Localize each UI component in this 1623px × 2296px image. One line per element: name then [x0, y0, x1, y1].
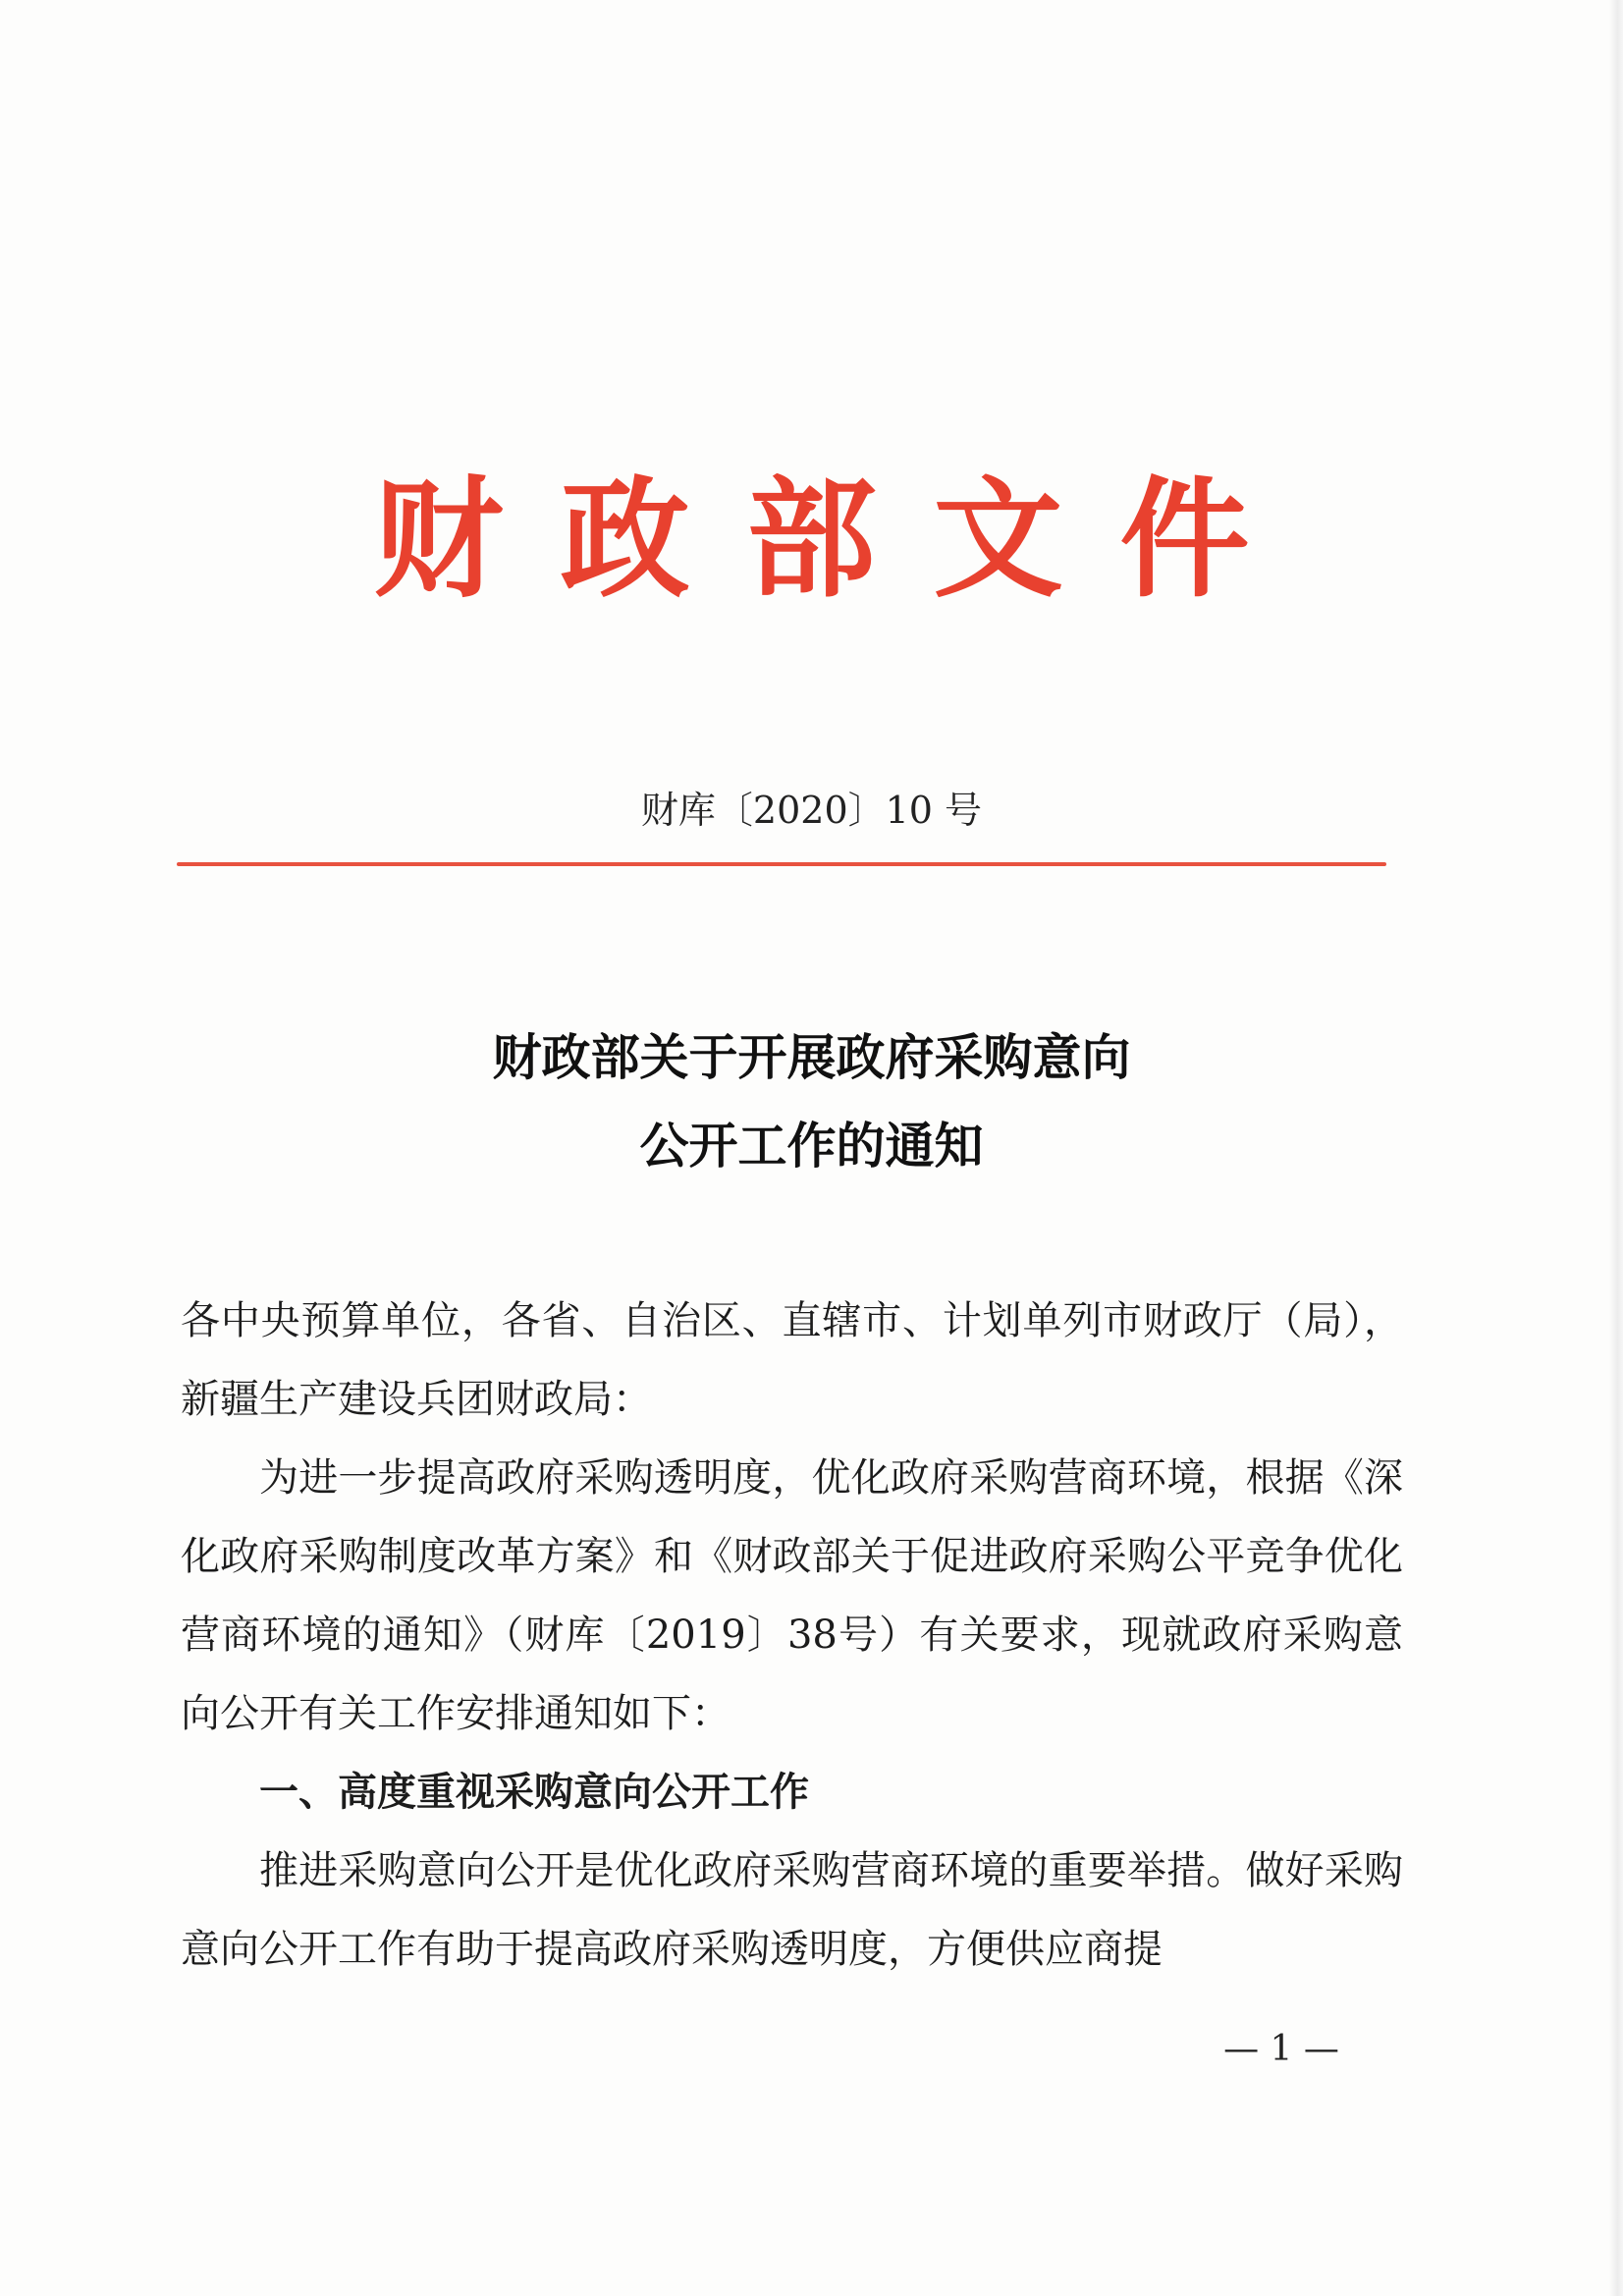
section-1-heading: 一、高度重视采购意向公开工作	[259, 1769, 809, 1815]
page-number: — 1 —	[1223, 2029, 1339, 2069]
intro-paragraph: 为进一步提高政府采购透明度，优化政府采购营商环境，根据《深化政府采购制度改革方案》和《财政部关于促进政府采购公平竞争优化营商环境的通知》（财库〔2019〕38号）有关要求，现就政府采购意向公开有关工作安排通知如下：	[181, 1455, 1403, 1736]
document-body	[181, 1282, 1403, 1989]
title-line-1: 财政部关于开展政府采购意向	[492, 1028, 1131, 1086]
title-line-2: 公开工作的通知	[639, 1117, 984, 1175]
section-1-paragraph: 推进采购意向公开是优化政府采购营商环境的重要举措。做好采购意向公开工作有助于提高政府采购透明度，方便供应商提	[181, 1848, 1403, 1972]
addressee-paragraph: 各中央预算单位，各省、自治区、直辖市、计划单列市财政厅（局），新疆生产建设兵团财政局：	[181, 1298, 1403, 1422]
document-number: 财库〔2020〕10 号	[640, 789, 983, 832]
scan-edge-shadow	[1609, 0, 1623, 2296]
red-separator-line	[177, 862, 1386, 866]
document-title	[0, 1013, 1623, 1190]
issuing-authority-header: 财政部文件	[373, 464, 1307, 616]
